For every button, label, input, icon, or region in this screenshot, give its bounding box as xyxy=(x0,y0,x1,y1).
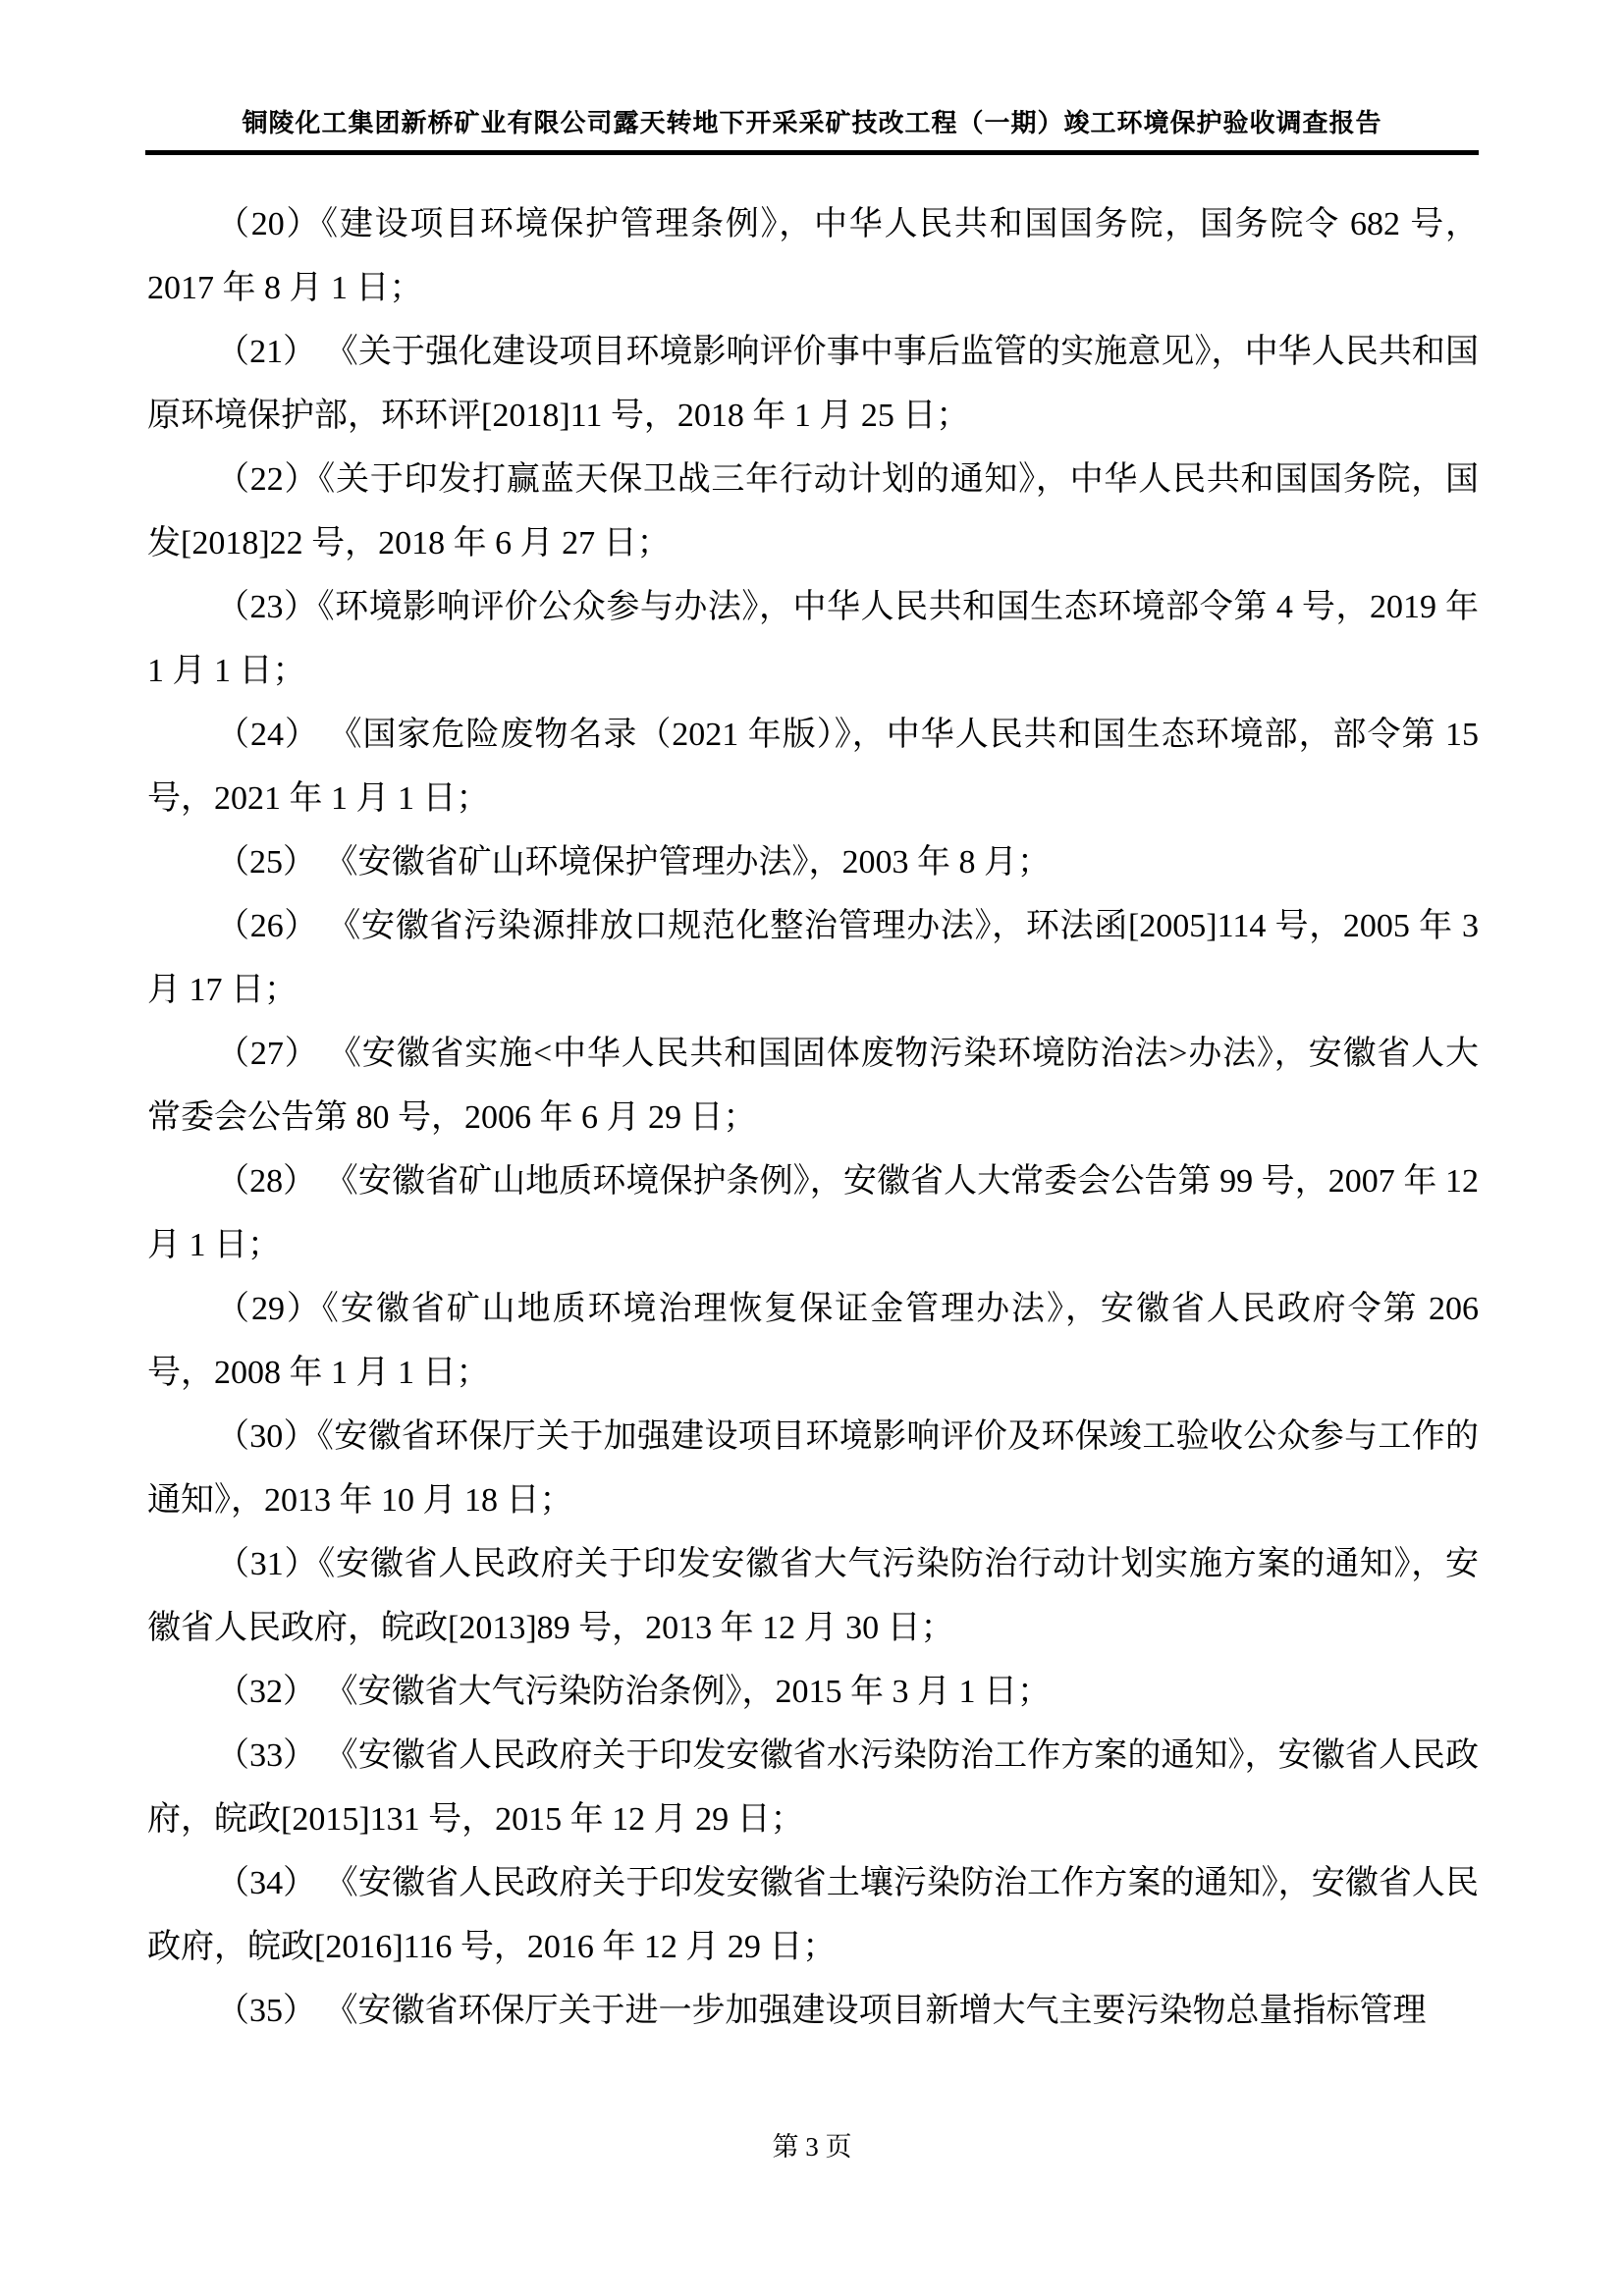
regulation-item: （27） 《安徽省实施<中华人民共和国固体废物污染环境防治法>办法》，安徽省人大常委会公告第 80 号，2006 年 6 月 29 日； xyxy=(147,1036,1479,1136)
regulation-item: （28） 《安徽省矿山地质环境保护条例》，安徽省人大常委会公告第 99 号，2007 年 12 月 1 日； xyxy=(147,1163,1479,1263)
regulation-item: （31）《安徽省人民政府关于印发安徽省大气污染防治行动计划实施方案的通知》，安徽省人民政府，皖政[2013]89 号，2013 年 12 月 30 日； xyxy=(147,1546,1479,1646)
regulation-item: （30）《安徽省环保厅关于加强建设项目环境影响评价及环保竣工验收公众参与工作的通知》，2013 年 10 月 18 日； xyxy=(147,1418,1479,1519)
regulation-item: （33） 《安徽省人民政府关于印发安徽省水污染防治工作方案的通知》，安徽省人民政府，皖政[2015]131 号，2015 年 12 月 29 日； xyxy=(147,1737,1479,1838)
header-title: 铜陵化工集团新桥矿业有限公司露天转地下开采采矿技改工程（一期）竣工环境保护验收调查报告 xyxy=(242,109,1382,137)
regulation-item: （34） 《安徽省人民政府关于印发安徽省土壤污染防治工作方案的通知》，安徽省人民政府，皖政[2016]116 号，2016 年 12 月 29 日； xyxy=(147,1865,1479,1965)
regulation-item: （20）《建设项目环境保护管理条例》，中华人民共和国国务院，国务院令 682 号，2017 年 8 月 1 日； xyxy=(147,206,1479,306)
regulation-item: （23）《环境影响评价公众参与办法》，中华人民共和国生态环境部令第 4 号，2019 年 1 月 1 日； xyxy=(147,589,1479,689)
page-number: 第 3 页 xyxy=(772,2132,852,2162)
regulation-item: （24） 《国家危险废物名录（2021 年版）》，中华人民共和国生态环境部，部令第 15 号，2021 年 1 月 1 日； xyxy=(147,717,1479,817)
regulation-item: （35） 《安徽省环保厅关于进一步加强建设项目新增大气主要污染物总量指标管理 xyxy=(216,1993,1427,2029)
document-body xyxy=(147,192,1479,2043)
regulation-item: （29）《安徽省矿山地质环境治理恢复保证金管理办法》，安徽省人民政府令第 206 号，2008 年 1 月 1 日； xyxy=(147,1291,1479,1391)
page-footer xyxy=(0,2130,1624,2163)
page-header xyxy=(145,108,1479,155)
regulation-item: （21） 《关于强化建设项目环境影响评价事中事后监管的实施意见》，中华人民共和国原环境保护部，环环评[2018]11 号，2018 年 1 月 25 日； xyxy=(147,334,1479,434)
regulation-item: （25） 《安徽省矿山环境保护管理办法》，2003 年 8 月； xyxy=(216,844,1051,881)
regulation-item: （22）《关于印发打赢蓝天保卫战三年行动计划的通知》，中华人民共和国国务院，国发[2018]22 号，2018 年 6 月 27 日； xyxy=(147,461,1479,561)
regulation-item: （32） 《安徽省大气污染防治条例》，2015 年 3 月 1 日； xyxy=(216,1674,1051,1710)
regulation-item: （26） 《安徽省污染源排放口规范化整治管理办法》，环法函[2005]114 号，2005 年 3 月 17 日； xyxy=(147,908,1479,1008)
